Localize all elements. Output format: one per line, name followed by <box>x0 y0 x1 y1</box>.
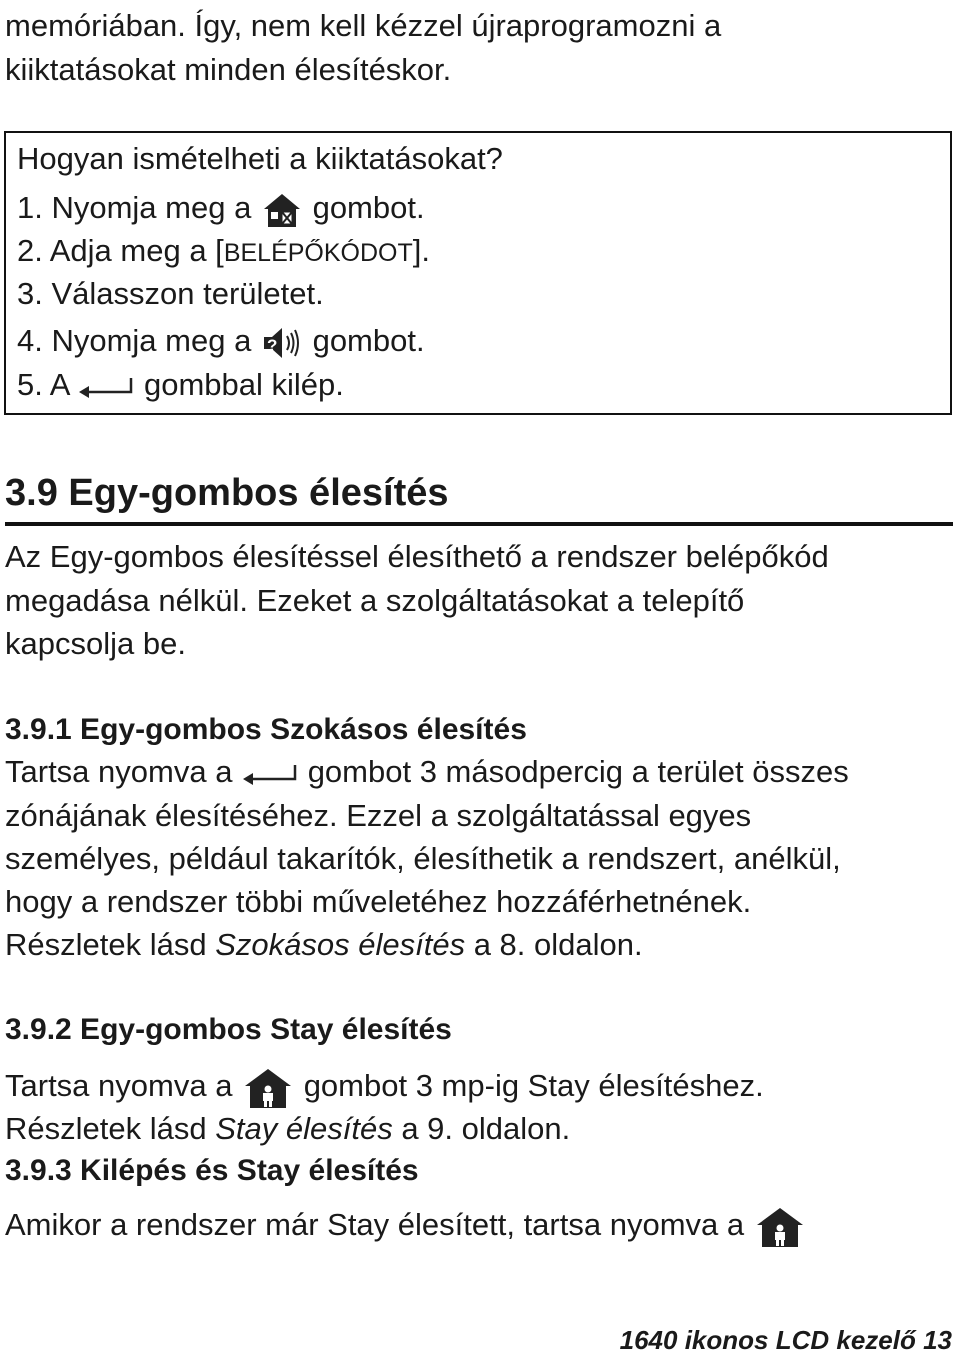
section-3-9-2-line-1-text-end: gombot 3 mp-ig Stay élesítéshez. <box>303 1068 764 1103</box>
section-heading-3-9-1: 3.9.1 Egy-gombos Szokásos élesítés <box>5 713 527 746</box>
intro-line-2: kiiktatásokat minden élesítéskor. <box>5 52 452 87</box>
section-heading-3-9-2: 3.9.2 Egy-gombos Stay élesítés <box>5 1013 452 1046</box>
section-3-9-2-line-1 <box>5 1064 764 1110</box>
section-3-9-1-line-1 <box>5 750 849 793</box>
step-1-text: 1. Nyomja meg a <box>17 190 252 225</box>
stay-house-icon <box>753 1205 807 1249</box>
reference-italic: Szokásos élesítés <box>215 927 466 962</box>
step-2-text-end: ]. <box>412 233 430 268</box>
section-heading-3-9: 3.9 Egy-gombos élesítés <box>5 472 449 514</box>
step-5-text: 5. A <box>17 367 69 402</box>
page-footer: 1640 ikonos LCD kezelő 13 <box>619 1325 952 1355</box>
enter-arrow-icon <box>241 761 299 787</box>
enter-arrow-icon <box>77 374 135 400</box>
step-3: 3. Válasszon területet. <box>17 276 324 311</box>
heading-rule <box>5 522 953 526</box>
step-5-text-end: gombbal kilép. <box>143 367 344 402</box>
step-2 <box>17 229 430 275</box>
section-3-9-3-line-1-text: Amikor a rendszer már Stay élesített, tartsa nyomva a <box>5 1207 745 1242</box>
step-1-text-end: gombot. <box>312 190 425 225</box>
instruction-box <box>4 131 952 415</box>
section-3-9-1-line-5-text-end: a 8. oldalon. <box>465 927 643 962</box>
section-3-9-1-line-1-text: Tartsa nyomva a <box>5 754 233 789</box>
section-3-9-2-line-1-text: Tartsa nyomva a <box>5 1068 233 1103</box>
section-3-9-2-line-2 <box>5 1107 570 1150</box>
section-3-9-2-line-2-text-end: a 9. oldalon. <box>392 1111 571 1146</box>
step-4-text: 4. Nyomja meg a <box>17 323 252 358</box>
step-4-text-end: gombot. <box>312 323 425 358</box>
step-1 <box>17 186 425 229</box>
section-3-9-line-2: megadása nélkül. Ezeket a szolgáltatásokat a telepítő <box>5 583 745 618</box>
section-3-9-1-line-5 <box>5 923 643 966</box>
bypass-house-icon <box>260 191 304 229</box>
section-heading-3-9-3: 3.9.3 Kilépés és Stay élesítés <box>5 1154 419 1187</box>
box-title: Hogyan ismételheti a kiiktatásokat? <box>17 141 503 176</box>
section-3-9-line-3: kapcsolja be. <box>5 626 186 661</box>
step-4 <box>17 319 425 363</box>
step-5 <box>17 363 344 406</box>
section-3-9-line-1: Az Egy-gombos élesítéssel élesíthető a rendszer belépőkód <box>5 539 829 574</box>
section-3-9-2-line-2-text: Részletek lásd <box>5 1111 216 1146</box>
intro-line-1: memóriában. Így, nem kell kézzel újraprogramozni a <box>5 8 722 43</box>
section-3-9-1-line-5-text: Részletek lásd <box>5 927 216 962</box>
svg-text:?: ? <box>266 335 278 355</box>
reference-italic: Stay élesítés <box>215 1111 393 1146</box>
step-2-text: 2. Adja meg a [ <box>17 233 224 268</box>
chime-speaker-icon <box>260 323 304 363</box>
section-3-9-1-line-2: zónájának élesítéséhez. Ezzel a szolgáltatással egyes <box>5 798 752 833</box>
section-3-9-1-line-1-text-end: gombot 3 másodpercig a terület összes <box>307 754 849 789</box>
stay-house-icon <box>241 1066 295 1110</box>
section-3-9-1-line-4: hogy a rendszer többi műveletéhez hozzáférhetnének. <box>5 884 752 919</box>
step-2-code: BELÉPŐKÓDOT <box>223 239 413 267</box>
section-3-9-3-line-1 <box>5 1203 807 1249</box>
section-3-9-1-line-3: személyes, például takarítók, élesíthetik a rendszert, anélkül, <box>5 841 841 876</box>
